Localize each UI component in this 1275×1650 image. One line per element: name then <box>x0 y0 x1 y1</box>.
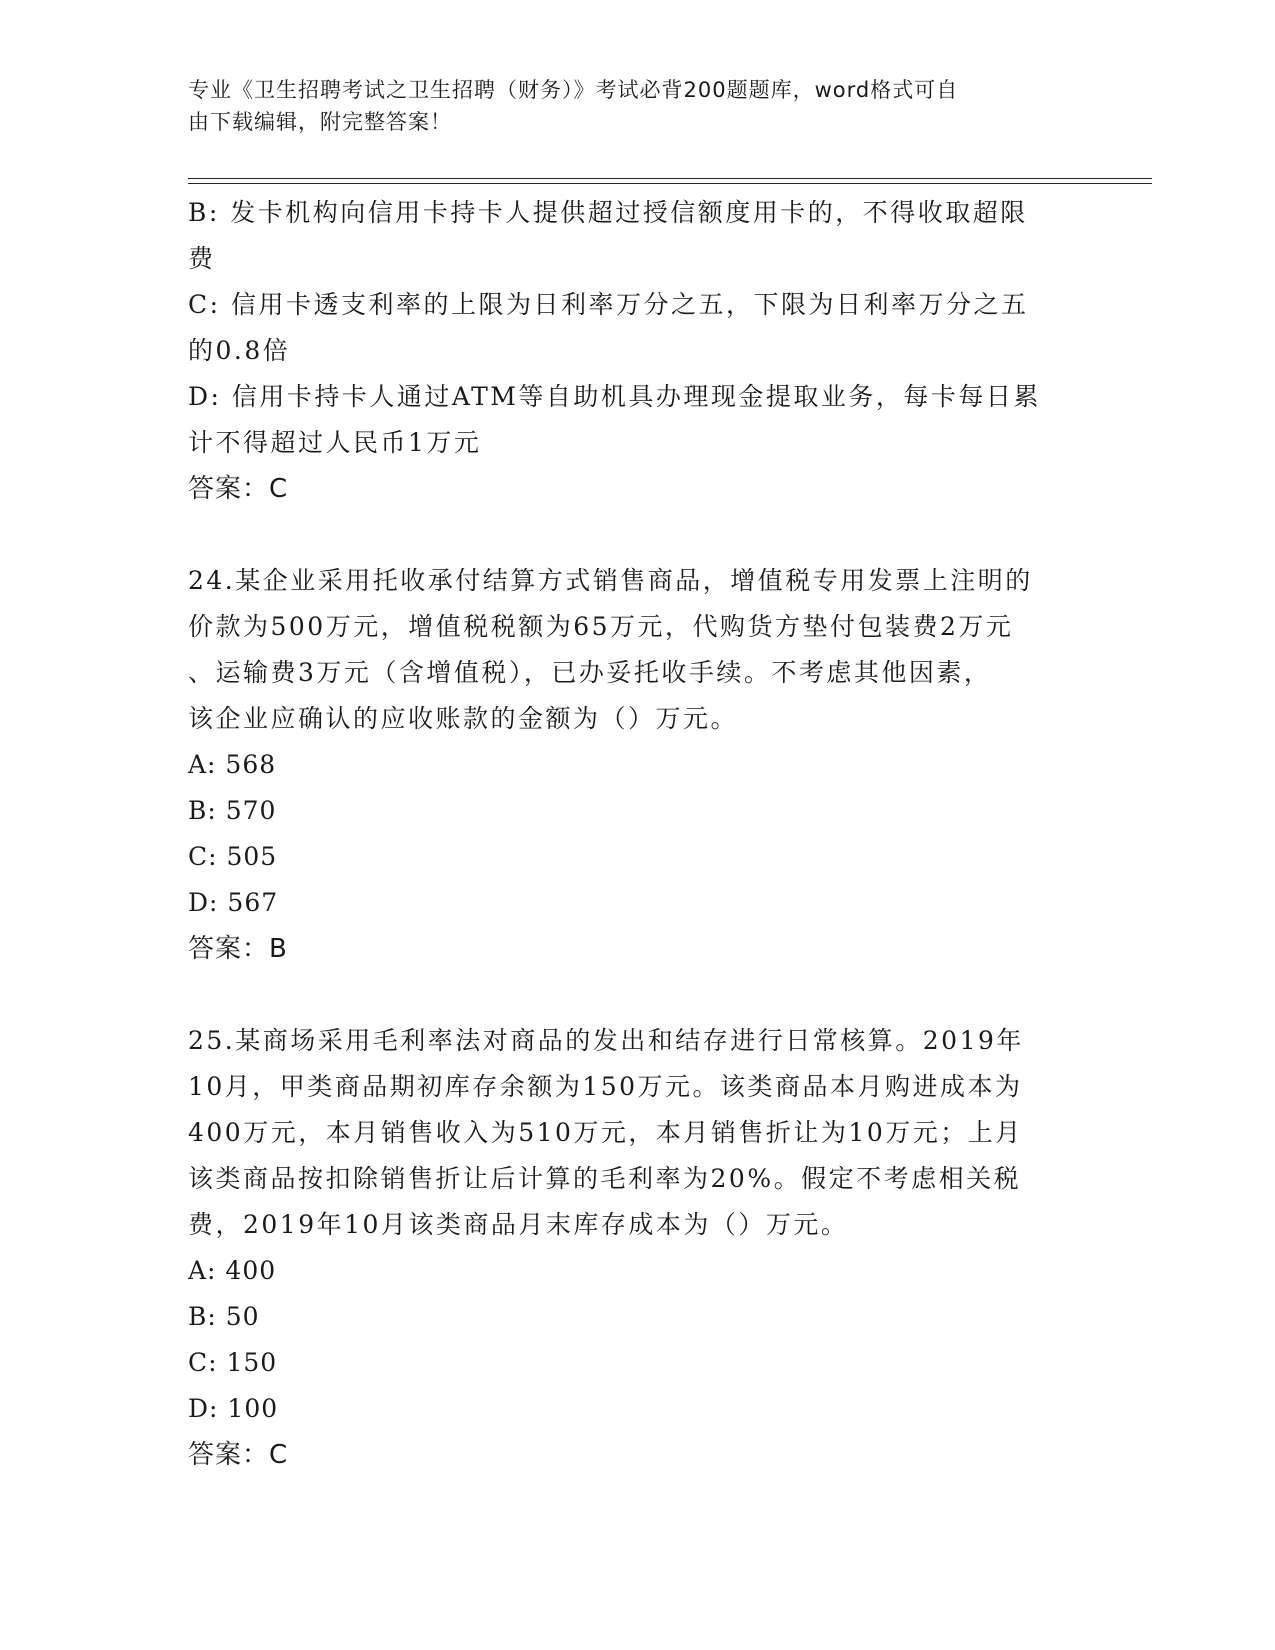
question-25-option-b: B: 50 <box>188 1302 260 1331</box>
question-25-stem-line-1: 25.某商场采用毛利率法对商品的发出和结存进行日常核算。2019年 <box>188 1026 1024 1055</box>
question-24-stem-line-3: 、运输费3万元（含增值税），已办妥托收手续。不考虑其他因素， <box>188 658 992 687</box>
question-25-stem-line-3: 400万元，本月销售收入为510万元，本月销售折让为10万元；上月 <box>188 1118 1023 1147</box>
question-25-option-a: A: 400 <box>188 1256 277 1285</box>
answer-23: 答案：C <box>188 474 289 504</box>
option-c-line-2: 的0.8倍 <box>188 336 291 365</box>
question-25-option-d: D: 100 <box>188 1394 279 1423</box>
question-24-stem-line-4: 该企业应确认的应收账款的金额为（）万元。 <box>188 704 739 733</box>
option-b-line-1: B: 发卡机构向信用卡持卡人提供超过授信额度用卡的，不得收取超限 <box>188 198 1028 227</box>
option-d-line-2: 计不得超过人民币1万元 <box>188 428 482 457</box>
question-24 <box>188 558 1068 972</box>
question-23-options <box>188 190 1068 512</box>
question-24-option-d: D: 567 <box>188 888 279 917</box>
option-d-line-1: D: 信用卡持卡人通过ATM等自助机具办理现金提取业务，每卡每日累 <box>188 382 1041 411</box>
question-25-option-c: C: 150 <box>188 1348 278 1377</box>
question-25-stem-line-5: 费，2019年10月该类商品月末库存成本为（）万元。 <box>188 1210 849 1239</box>
question-25 <box>188 1018 1068 1478</box>
question-content <box>188 190 1068 1478</box>
answer-25: 答案：C <box>188 1440 289 1470</box>
spacer <box>188 512 1068 558</box>
question-24-stem-line-1: 24.某企业采用托收承付结算方式销售商品，增值税专用发票上注明的 <box>188 566 1033 595</box>
header-line-2: 由下载编辑，附完整答案！ <box>188 110 452 134</box>
question-25-stem-line-4: 该类商品按扣除销售折让后计算的毛利率为20%。假定不考虑相关税 <box>188 1164 1022 1193</box>
header-line-1: 专业《卫生招聘考试之卫生招聘（财务）》考试必背200题题库，word格式可自 <box>188 78 959 102</box>
answer-24: 答案：B <box>188 934 288 964</box>
question-24-option-a: A: 568 <box>188 750 277 779</box>
question-24-option-c: C: 505 <box>188 842 278 871</box>
option-c-line-1: C: 信用卡透支利率的上限为日利率万分之五，下限为日利率万分之五 <box>188 290 1029 319</box>
document-header <box>188 74 1068 138</box>
spacer <box>188 972 1068 1018</box>
option-b-line-2: 费 <box>188 244 216 273</box>
question-24-option-b: B: 570 <box>188 796 277 825</box>
question-24-stem-line-2: 价款为500万元，增值税税额为65万元，代购货方垫付包装费2万元 <box>188 612 1014 641</box>
header-divider-top <box>188 178 1152 179</box>
header-divider-bottom <box>188 183 1152 184</box>
question-25-stem-line-2: 10月，甲类商品期初库存余额为150万元。该类商品本月购进成本为 <box>188 1072 1023 1101</box>
